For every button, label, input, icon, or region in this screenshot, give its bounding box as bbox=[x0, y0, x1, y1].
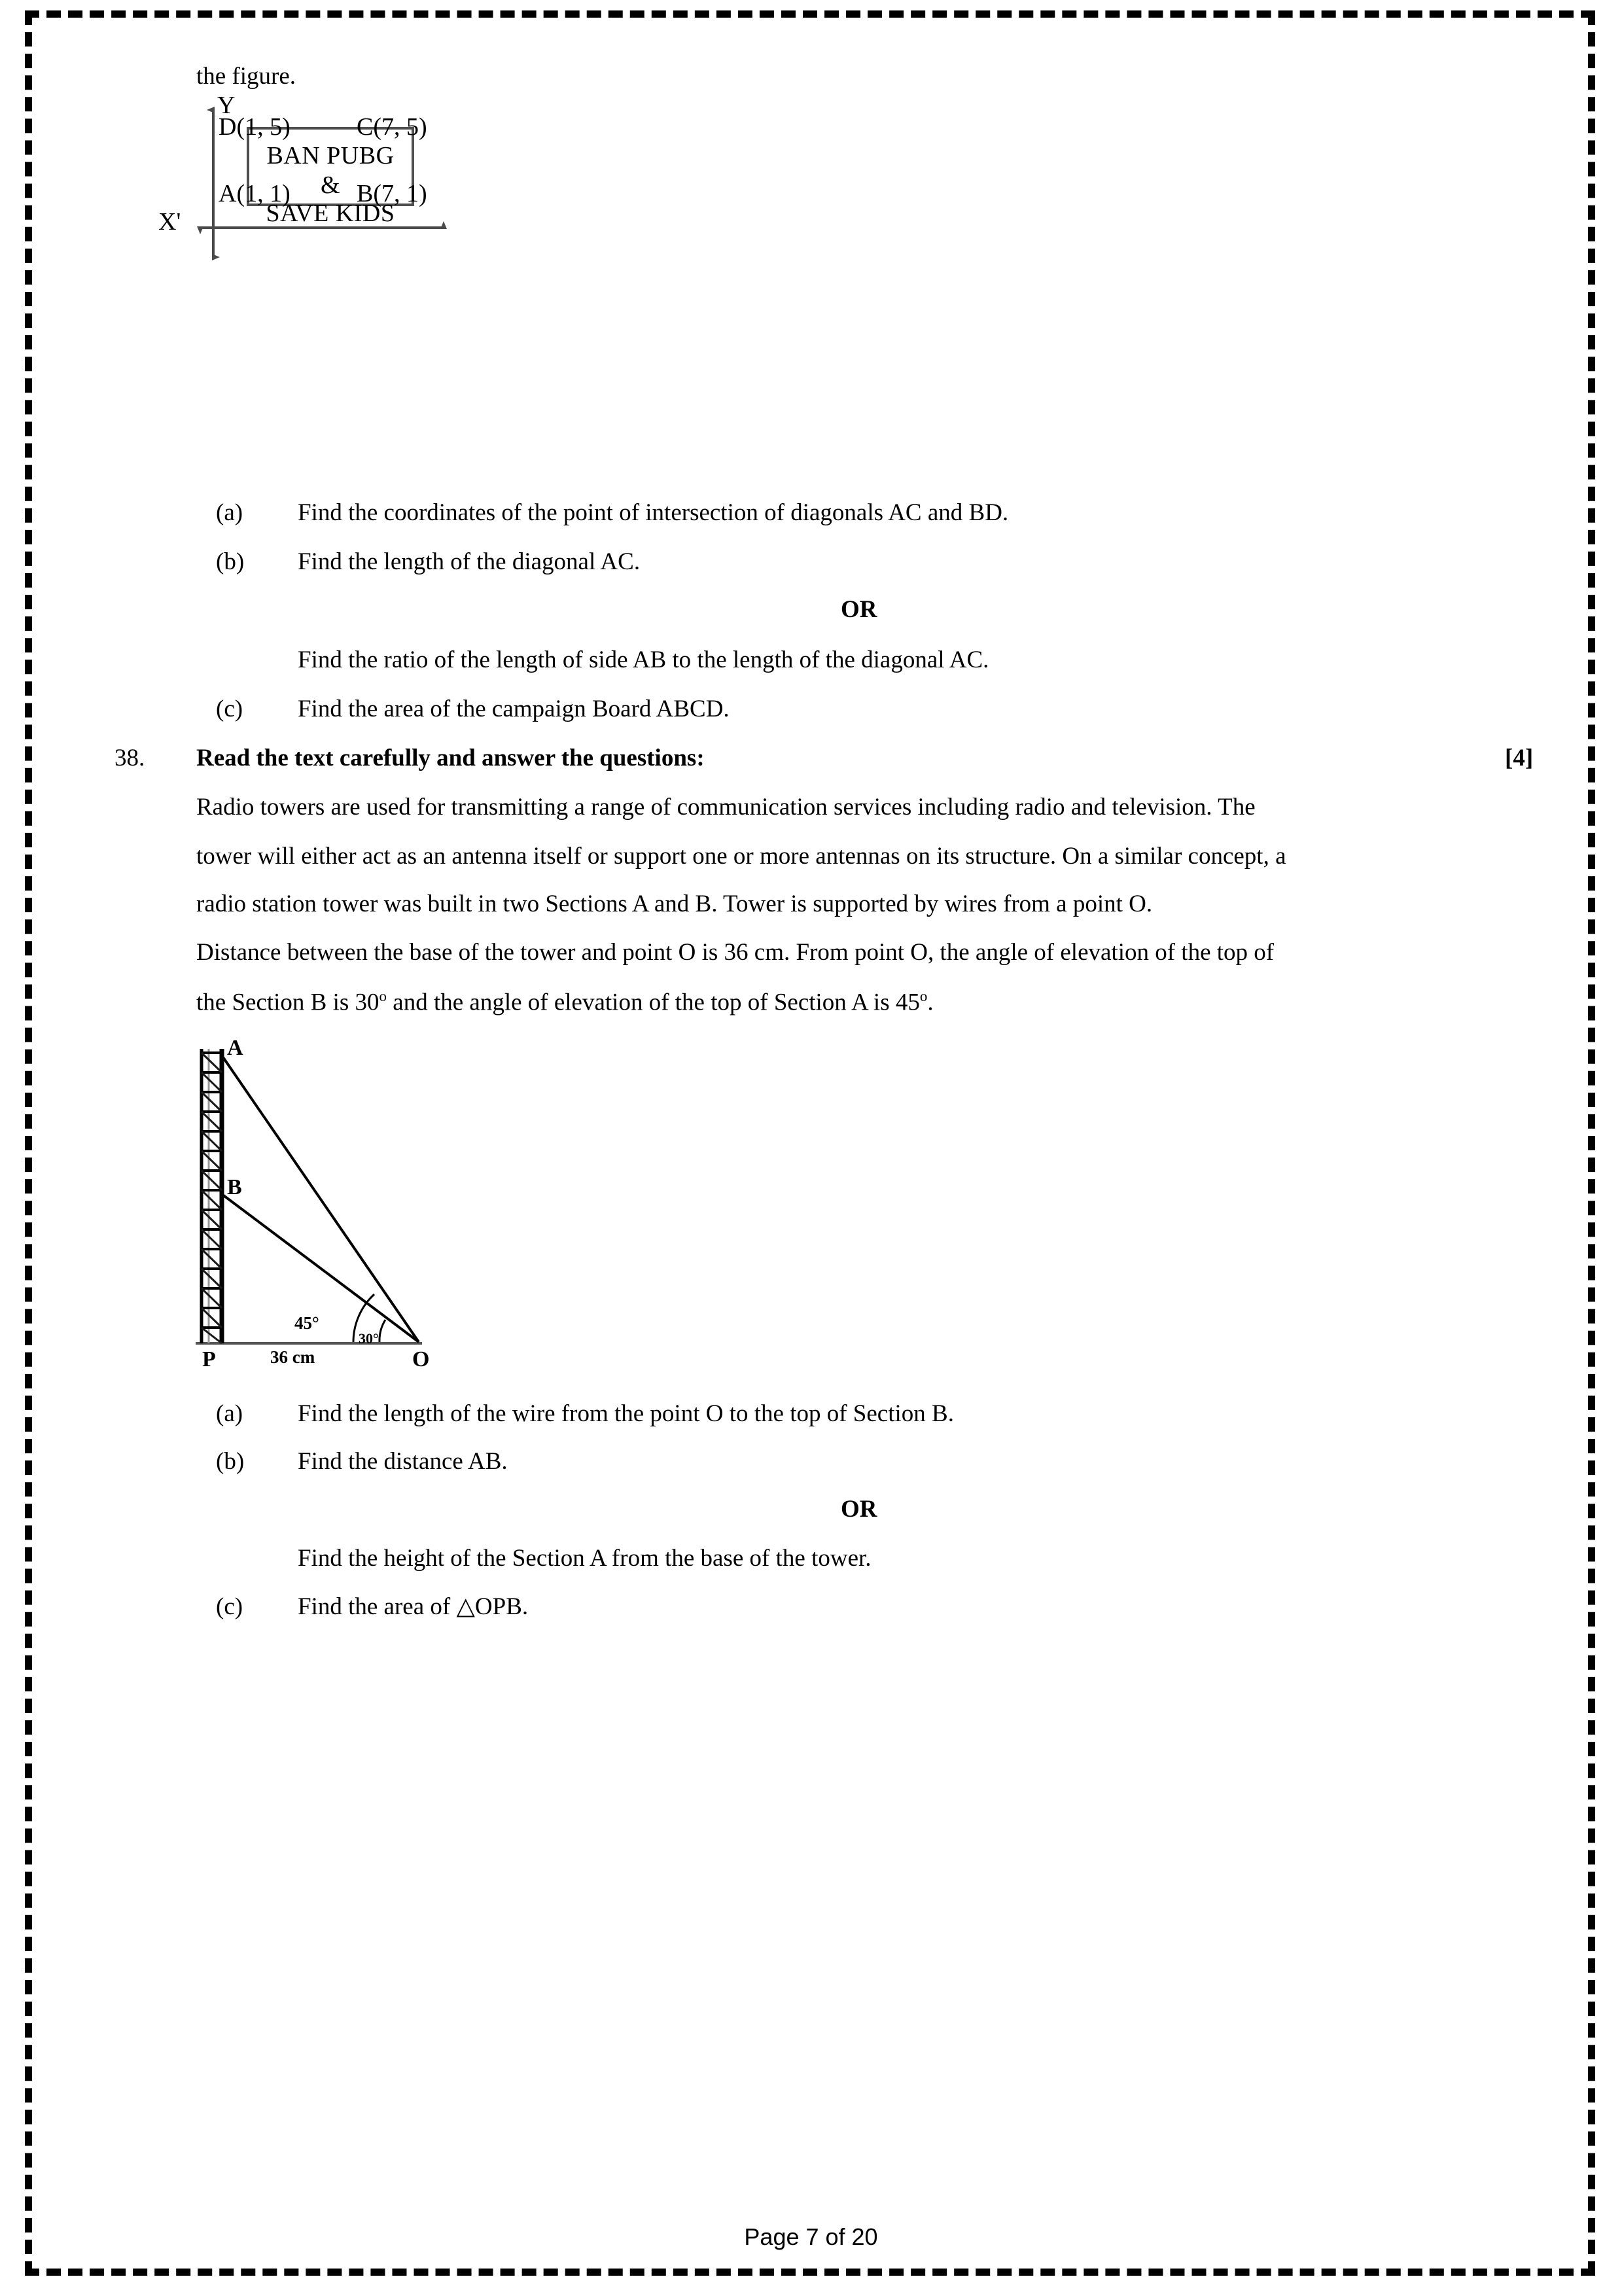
q38-para-line-5-mid: and the angle of elevation of the top of Section A is 45 bbox=[387, 989, 920, 1016]
angle-label-45: 45° bbox=[294, 1313, 319, 1333]
base-length-label: 36 cm bbox=[270, 1347, 315, 1367]
degree-symbol-45: o bbox=[919, 988, 928, 1004]
q38-part-a-label: (a) bbox=[216, 1400, 243, 1427]
q38-or-label: OR bbox=[841, 1496, 877, 1523]
q38-part-c-label: (c) bbox=[216, 1593, 243, 1620]
q37-part-b-label: (b) bbox=[216, 548, 245, 575]
axis-x-label: X' bbox=[158, 208, 181, 236]
degree-symbol-30: o bbox=[379, 988, 387, 1004]
q37-or-label: OR bbox=[841, 596, 877, 623]
board-slogan-line3: SAVE KIDS bbox=[266, 200, 395, 227]
q38-part-b-label: (b) bbox=[216, 1448, 245, 1475]
page-footer: Page 7 of 20 bbox=[744, 2223, 878, 2250]
q38-part-a-text: Find the length of the wire from the point O to the top of Section B. bbox=[298, 1400, 954, 1427]
radio-tower-svg bbox=[193, 1037, 474, 1364]
tower-label-a: A bbox=[227, 1036, 243, 1060]
q37-part-c-text: Find the area of the campaign Board ABCD. bbox=[298, 696, 730, 722]
q38-part-c-text: Find the area of △OPB. bbox=[298, 1593, 529, 1620]
q37-part-b-text: Find the length of the diagonal AC. bbox=[298, 548, 641, 575]
vertex-label-b: B(7, 1) bbox=[357, 180, 427, 207]
tower-label-o: O bbox=[412, 1347, 430, 1371]
q38-para-line-2: tower will either act as an antenna itself or support one or more antennas on its structure. On a similar concept, a bbox=[196, 843, 1286, 870]
continuation-text: the figure. bbox=[196, 63, 296, 90]
q38-heading: Read the text carefully and answer the questions: bbox=[196, 745, 705, 771]
campaign-board-figure bbox=[158, 92, 766, 275]
board-slogan-line1: BAN PUBG bbox=[266, 142, 395, 169]
q38-or-text: Find the height of the Section A from the base of the tower. bbox=[298, 1545, 872, 1572]
axis-y-label: Y bbox=[217, 92, 236, 119]
tower-label-p: P bbox=[202, 1347, 216, 1371]
board-slogan-line2: & bbox=[320, 171, 341, 199]
q37-or-text: Find the ratio of the length of side AB to the length of the diagonal AC. bbox=[298, 646, 989, 673]
q38-part-b-text: Find the distance AB. bbox=[298, 1448, 508, 1475]
q38-para-line-5 bbox=[196, 989, 934, 1014]
tower-label-b: B bbox=[227, 1175, 242, 1199]
q38-para-line-3: radio station tower was built in two Sections A and B. Tower is supported by wires from a point O. bbox=[196, 891, 1153, 917]
vertex-label-c: C(7, 5) bbox=[357, 113, 427, 141]
vertex-label-a: A(1, 1) bbox=[219, 180, 291, 207]
q38-para-line-5-end: . bbox=[927, 989, 934, 1016]
q37-part-a-text: Find the coordinates of the point of intersection of diagonals AC and BD. bbox=[298, 499, 1009, 526]
q38-number: 38. bbox=[115, 745, 145, 771]
q37-part-c-label: (c) bbox=[216, 696, 243, 722]
radio-tower-figure bbox=[193, 1036, 474, 1371]
q38-para-line-4: Distance between the base of the tower and point O is 36 cm. From point O, the angle of elevation of the top of bbox=[196, 939, 1275, 966]
angle-label-30: 30° bbox=[359, 1330, 379, 1347]
q38-para-line-1: Radio towers are used for transmitting a range of communication services including radio and television. The bbox=[196, 794, 1256, 821]
vertex-label-d: D(1, 5) bbox=[219, 113, 291, 141]
q37-part-a-label: (a) bbox=[216, 499, 243, 526]
q38-marks: [4] bbox=[1505, 745, 1534, 771]
q38-para-line-5-pre: the Section B is 30 bbox=[196, 989, 379, 1016]
